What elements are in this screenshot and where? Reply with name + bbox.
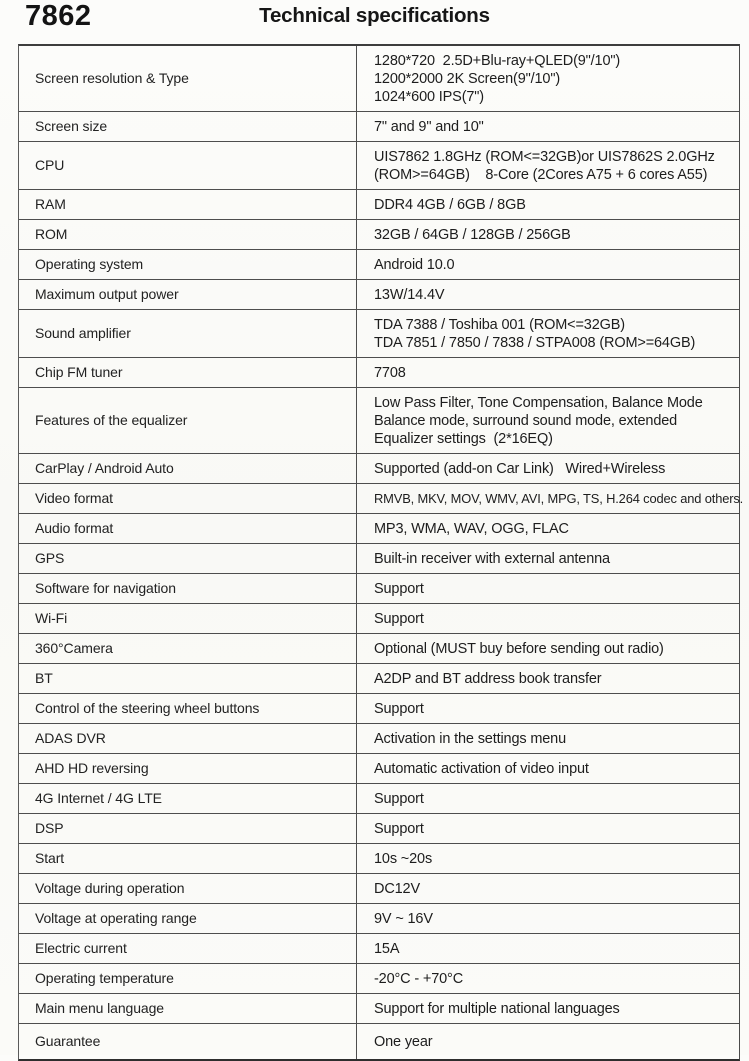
table-row [19, 574, 739, 604]
value-line: Low Pass Filter, Tone Compensation, Balance Mode [374, 394, 703, 411]
row-value [357, 544, 739, 573]
table-row [19, 634, 739, 664]
row-value [357, 112, 739, 141]
table-row [19, 874, 739, 904]
row-value [357, 250, 739, 279]
value-line: -20°C - +70°C [374, 970, 464, 987]
table-row [19, 220, 739, 250]
row-value [357, 388, 739, 453]
table-row [19, 904, 739, 934]
value-line: Equalizer settings (2*16EQ) [374, 430, 553, 447]
row-label: Voltage during operation [19, 874, 357, 903]
row-label: 4G Internet / 4G LTE [19, 784, 357, 813]
value-line: 9V ~ 16V [374, 910, 433, 927]
value-line: A2DP and BT address book transfer [374, 670, 602, 687]
row-label: Operating temperature [19, 964, 357, 993]
value-line: Activation in the settings menu [374, 730, 567, 747]
row-label: ADAS DVR [19, 724, 357, 753]
value-line: UIS7862 1.8GHz (ROM<=32GB)or UIS7862S 2.0GHz [374, 148, 715, 165]
row-label: 360°Camera [19, 634, 357, 663]
table-row [19, 934, 739, 964]
row-value [357, 514, 739, 543]
table-row [19, 784, 739, 814]
table-row [19, 514, 739, 544]
row-value [357, 220, 739, 249]
row-value [357, 1024, 739, 1059]
value-line: Optional (MUST buy before sending out radio) [374, 640, 664, 657]
row-value [357, 844, 739, 873]
table-row [19, 754, 739, 784]
table-row [19, 994, 739, 1024]
row-label: Operating system [19, 250, 357, 279]
row-value [357, 142, 739, 189]
value-line: 7" and 9" and 10" [374, 118, 484, 135]
table-row [19, 484, 744, 514]
value-line: Supported (add-on Car Link) Wired+Wireless [374, 460, 666, 477]
row-label: CPU [19, 142, 357, 189]
table-row [19, 604, 739, 634]
model-number: 7862 [25, 0, 92, 32]
value-line: Support [374, 580, 424, 597]
value-line: TDA 7851 / 7850 / 7838 / STPA008 (ROM>=64GB) [374, 334, 696, 351]
row-label: Maximum output power [19, 280, 357, 309]
row-value [357, 484, 747, 513]
row-value [357, 634, 739, 663]
table-row [19, 46, 739, 112]
row-value [357, 604, 739, 633]
row-label: ROM [19, 220, 357, 249]
row-label: Features of the equalizer [19, 388, 357, 453]
row-value [357, 784, 739, 813]
row-value [357, 454, 739, 483]
value-line: RMVB, MKV, MOV, WMV, AVI, MPG, TS, H.264 codec and others. [374, 490, 744, 506]
value-line: 13W/14.4V [374, 286, 445, 303]
row-label: AHD HD reversing [19, 754, 357, 783]
page-header [0, 0, 749, 44]
row-label: Electric current [19, 934, 357, 963]
row-value [357, 46, 739, 111]
row-value [357, 694, 739, 723]
value-line: Built-in receiver with external antenna [374, 550, 610, 567]
table-row [19, 814, 739, 844]
row-value [357, 190, 739, 219]
row-value [357, 994, 739, 1023]
value-line: 1200*2000 2K Screen(9"/10") [374, 70, 561, 87]
value-line: Support for multiple national languages [374, 1000, 620, 1017]
value-line: (ROM>=64GB) 8-Core (2Cores A75 + 6 cores A55) [374, 166, 708, 183]
row-value [357, 574, 739, 603]
row-label: Voltage at operating range [19, 904, 357, 933]
row-label: CarPlay / Android Auto [19, 454, 357, 483]
table-row [19, 388, 739, 454]
table-row [19, 844, 739, 874]
table-row [19, 190, 739, 220]
value-line: 1024*600 IPS(7") [374, 88, 484, 105]
value-line: 7708 [374, 364, 406, 381]
value-line: Automatic activation of video input [374, 760, 589, 777]
value-line: One year [374, 1033, 433, 1050]
row-value [357, 904, 739, 933]
row-label: Screen resolution & Type [19, 46, 357, 111]
value-line: 1280*720 2.5D+Blu-ray+QLED(9"/10") [374, 52, 621, 69]
row-label: Sound amplifier [19, 310, 357, 357]
row-value [357, 664, 739, 693]
table-row [19, 358, 739, 388]
row-value [357, 874, 739, 903]
table-row [19, 280, 739, 310]
table-row [19, 664, 739, 694]
row-value [357, 934, 739, 963]
row-label: Audio format [19, 514, 357, 543]
row-label: RAM [19, 190, 357, 219]
value-line: Support [374, 820, 424, 837]
value-line: Support [374, 610, 424, 627]
table-row [19, 544, 739, 574]
value-line: DDR4 4GB / 6GB / 8GB [374, 196, 526, 213]
row-value [357, 814, 739, 843]
table-row [19, 724, 739, 754]
value-line: MP3, WMA, WAV, OGG, FLAC [374, 520, 569, 537]
table-row [19, 250, 739, 280]
row-label: BT [19, 664, 357, 693]
row-label: Video format [19, 484, 357, 513]
value-line: Balance mode, surround sound mode, extended [374, 412, 678, 429]
row-label: Guarantee [19, 1024, 357, 1059]
value-line: Support [374, 790, 424, 807]
page-title: Technical specifications [259, 4, 490, 27]
row-label: DSP [19, 814, 357, 843]
value-line: TDA 7388 / Toshiba 001 (ROM<=32GB) [374, 316, 625, 333]
value-line: 10s ~20s [374, 850, 433, 867]
value-line: 15A [374, 940, 400, 957]
row-label: Wi-Fi [19, 604, 357, 633]
row-label: Chip FM tuner [19, 358, 357, 387]
row-value [357, 754, 739, 783]
spec-table [18, 44, 744, 1061]
row-label: Software for navigation [19, 574, 357, 603]
table-row [19, 112, 739, 142]
value-line: 32GB / 64GB / 128GB / 256GB [374, 226, 571, 243]
row-value [357, 964, 739, 993]
row-value [357, 724, 739, 753]
value-line: Support [374, 700, 424, 717]
row-label: Start [19, 844, 357, 873]
row-label: GPS [19, 544, 357, 573]
row-value [357, 280, 739, 309]
row-value [357, 358, 739, 387]
value-line: DC12V [374, 880, 420, 897]
table-row [19, 310, 739, 358]
row-label: Main menu language [19, 994, 357, 1023]
table-row [19, 142, 739, 190]
value-line: Android 10.0 [374, 256, 455, 273]
table-row [19, 964, 739, 994]
row-label: Control of the steering wheel buttons [19, 694, 357, 723]
table-row [19, 1024, 739, 1059]
row-value [357, 310, 739, 357]
table-row [19, 454, 739, 484]
row-label: Screen size [19, 112, 357, 141]
table-row [19, 694, 739, 724]
